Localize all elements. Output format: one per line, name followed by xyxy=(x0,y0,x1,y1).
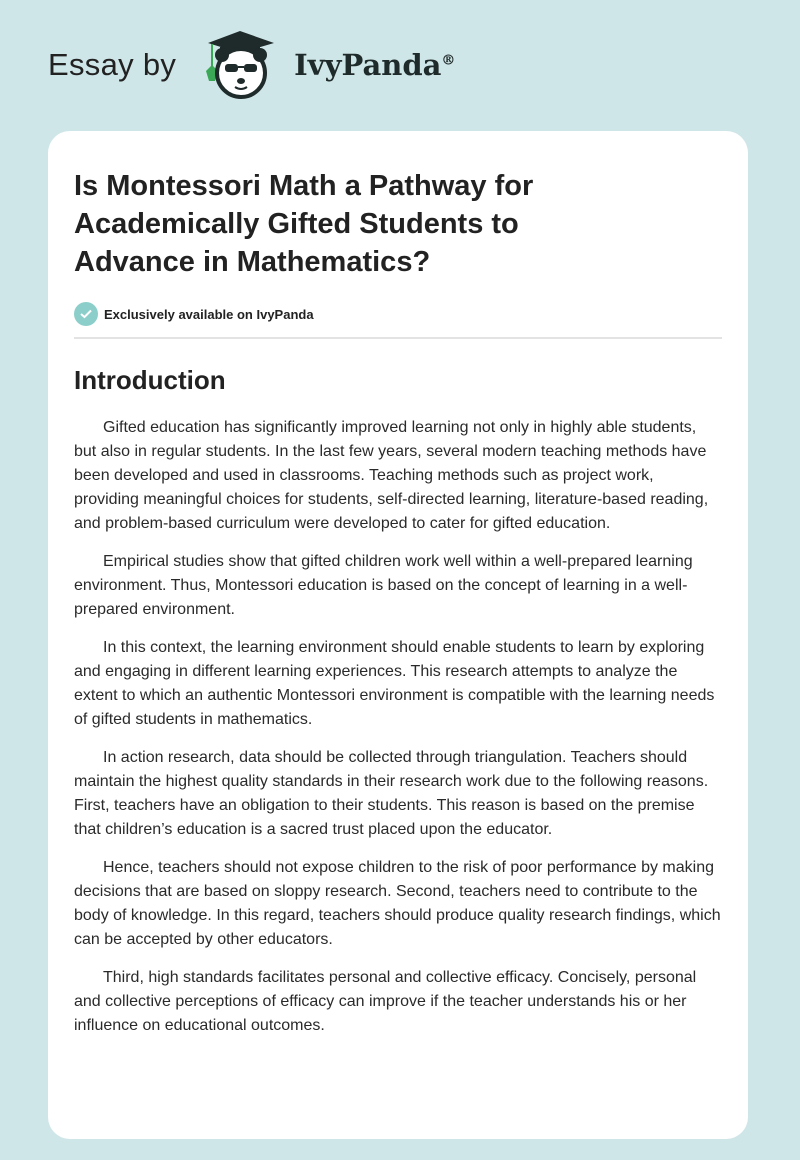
paragraph: Gifted education has significantly improved learning not only in highly able students, but also in regular students. In the last few years, several modern teaching methods have been developed and used in classrooms. Teaching methods such as project work, providing meaningful choices for students, self-directed learning, literature-based reading, and problem-based curriculum were developed to cater for gifted education. xyxy=(74,419,709,532)
exclusive-badge xyxy=(74,301,722,327)
paragraph: Hence, teachers should not expose children to the risk of poor performance by making decisions that are based on sloppy research. Second, teachers need to contribute to the body of knowledge. In this regard, teachers should produce quality research findings, which can be accepted by other educators. xyxy=(74,859,721,948)
page-title: Is Montessori Math a Pathway for Academically Gifted Students to Advance in Mathematics? xyxy=(74,170,534,278)
check-icon xyxy=(74,302,98,326)
exclusive-label: Exclusively available on IvyPanda xyxy=(104,306,314,322)
divider xyxy=(74,337,722,339)
paragraph: Empirical studies show that gifted children work well within a well-prepared learning environment. Thus, Montessori education is based on the concept of learning in a well-prepared environment. xyxy=(74,553,693,618)
paragraph: In this context, the learning environment should enable students to learn by exploring and engaging in different learning experiences. This research attempts to analyze the extent to which an authentic Montessori environment is compatible with the learning needs of gifted students in mathematics. xyxy=(74,639,715,728)
paragraph: In action research, data should be collected through triangulation. Teachers should maintain the highest quality standards in their research work due to the following reasons. First, teachers have an obligation to their students. This reason is based on the premise that children’s education is a sacred trust placed upon the educator. xyxy=(74,749,709,838)
essay-card xyxy=(48,131,748,1139)
essay-by-label: Essay by xyxy=(48,47,177,82)
paragraph: Third, high standards facilitates personal and collective efficacy. Concisely, personal and collective perceptions of efficacy can improve if the teacher understands his or her influence on educational outcomes. xyxy=(74,969,697,1034)
section-heading: Introduction xyxy=(74,365,226,395)
brand-name[interactable]: IvyPanda® xyxy=(294,48,456,82)
ivypanda-logo-icon[interactable] xyxy=(194,29,286,101)
site-header xyxy=(48,30,455,100)
